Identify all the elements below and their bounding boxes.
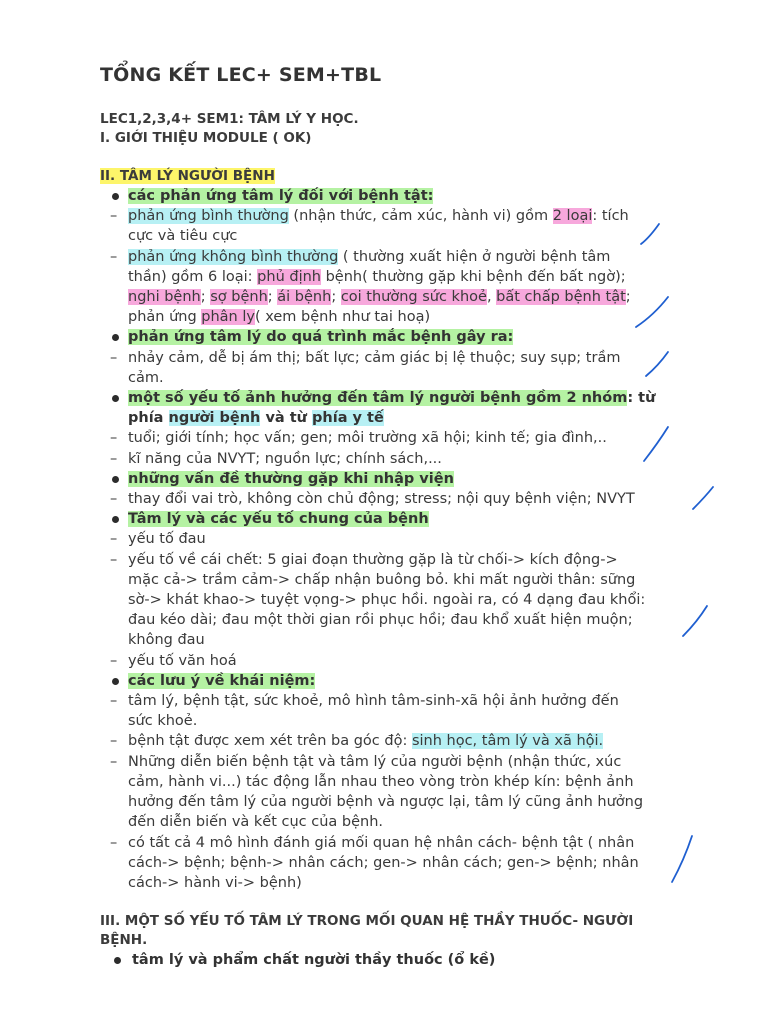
bullet-icon [112, 395, 119, 402]
section-2-heading: II. TÂM LÝ NGƯỜI BỆNH [100, 168, 275, 184]
bullet-item: các lưu ý về khái niệm: [100, 671, 680, 691]
dash-item-cont: thần) gồm 6 loại: phủ định bệnh( thường gặp khi bệnh đến bất ngờ); [128, 268, 626, 285]
page-title: TỔNG KẾT LEC+ SEM+TBL [100, 64, 382, 86]
dash-item: – tuổi; giới tính; học vấn; gen; môi trường xã hội; kinh tế; gia đình,.. [110, 430, 607, 447]
dash-item-cont: cực và tiêu cực [128, 228, 238, 245]
bullet-item: tâm lý và phẩm chất người thầy thuốc (ổ kề) [100, 950, 680, 970]
bullet-item: Tâm lý và các yếu tố chung của bệnh [100, 509, 680, 529]
bullet-icon [112, 193, 119, 200]
dash-item: – phản ứng bình thường (nhận thức, cảm xúc, hành vi) gồm 2 loại: tích [110, 208, 629, 225]
bullet-icon [112, 334, 119, 341]
section-3-heading-cont: BỆNH. [100, 932, 148, 949]
dash-item: – nhảy cảm, dễ bị ám thị; bất lực; cảm giác bị lệ thuộc; suy sụp; trầm [110, 349, 621, 366]
dash-item-cont: đến diễn biến và kết cục của bệnh. [128, 814, 384, 831]
dash-item: – yếu tố văn hoá [110, 652, 237, 669]
dash-item: – phản ứng không bình thường ( thường xuất hiện ở người bệnh tâm [110, 248, 611, 265]
document [100, 64, 680, 970]
bullet-item: phản ứng tâm lý do quá trình mắc bệnh gây ra: [100, 327, 680, 347]
dash-item: – tâm lý, bệnh tật, sức khoẻ, mô hình tâm-sinh-xã hội ảnh hưởng đến [110, 693, 619, 710]
dash-item: – Những diễn biến bệnh tật và tâm lý của người bệnh (nhận thức, xúc [110, 753, 622, 770]
bullet-item: những vấn đề thường gặp khi nhập viện [100, 469, 680, 489]
dash-item-cont: nghi bệnh; sợ bệnh; ái bệnh; coi thường sức khoẻ, bất chấp bệnh tật; [128, 289, 631, 306]
bullet-icon [112, 476, 119, 483]
dash-item-cont: phản ứng phân ly( xem bệnh như tai hoạ) [128, 309, 431, 326]
dash-item: – có tất cả 4 mô hình đánh giá mối quan hệ nhân cách- bệnh tật ( nhân [110, 834, 635, 851]
section-3-heading: III. MỘT SỐ YẾU TỐ TÂM LÝ TRONG MỐI QUAN HỆ THẦY THUỐC- NGƯỜI [100, 913, 634, 930]
subtitle-lec: LEC1,2,3,4+ SEM1: TÂM LÝ Y HỌC. [100, 111, 359, 127]
bullet-icon [112, 678, 119, 685]
dash-item-cont: hưởng đến tâm lý của người bệnh và ngược lại, tâm lý cũng ảnh hưởng [128, 794, 644, 811]
bullet-item-cont: phía người bệnh và từ phía y tế [128, 410, 384, 427]
dash-item-cont: cách-> hành vi-> bệnh) [128, 874, 302, 891]
checkmark-icon [693, 487, 713, 509]
dash-item-cont: cảm, hành vi...) tác động lẫn nhau theo vòng tròn khép kín: bệnh ảnh [128, 773, 634, 790]
dash-item-cont: không đau [128, 632, 205, 649]
dash-item-cont: đau kéo dài; đau một thời gian rồi phục hồi; đau khổ xuất hiện muộn; [128, 612, 633, 629]
bullet-item: một số yếu tố ảnh hưởng đến tâm lý người bệnh gồm 2 nhóm: từ [100, 388, 680, 408]
bullet-icon [114, 957, 121, 964]
dash-item-cont: mặc cả-> trầm cảm-> chấp nhận buông bỏ. khi mất người thân: sững [128, 571, 636, 588]
dash-item: – bệnh tật được xem xét trên ba góc độ: sinh học, tâm lý và xã hội. [110, 733, 604, 750]
bullet-icon [112, 516, 119, 523]
dash-item-cont: sờ-> khát khao-> tuyệt vọng-> phục hồi. ngoài ra, có 4 dạng đau khổi: [128, 592, 646, 609]
dash-item: – thay đổi vai trò, không còn chủ động; stress; nội quy bệnh viện; NVYT [110, 491, 635, 508]
dash-item: – kĩ năng của NVYT; nguồn lực; chính sách,... [110, 450, 442, 467]
checkmark-icon [683, 606, 707, 636]
dash-item: – yếu tố đau [110, 531, 206, 548]
dash-item-cont: cảm. [128, 369, 164, 386]
section-1-heading: I. GIỚI THIỆU MODULE ( OK) [100, 130, 312, 146]
bullet-item: các phản ứng tâm lý đối với bệnh tật: [100, 186, 680, 206]
dash-item: – yếu tố về cái chết: 5 giai đoạn thường gặp là từ chối-> kích động-> [110, 551, 618, 568]
dash-item-cont: sức khoẻ. [128, 713, 198, 730]
dash-item-cont: cách-> bệnh; bệnh-> nhân cách; gen-> nhân cách; gen-> bệnh; nhân [128, 854, 639, 871]
